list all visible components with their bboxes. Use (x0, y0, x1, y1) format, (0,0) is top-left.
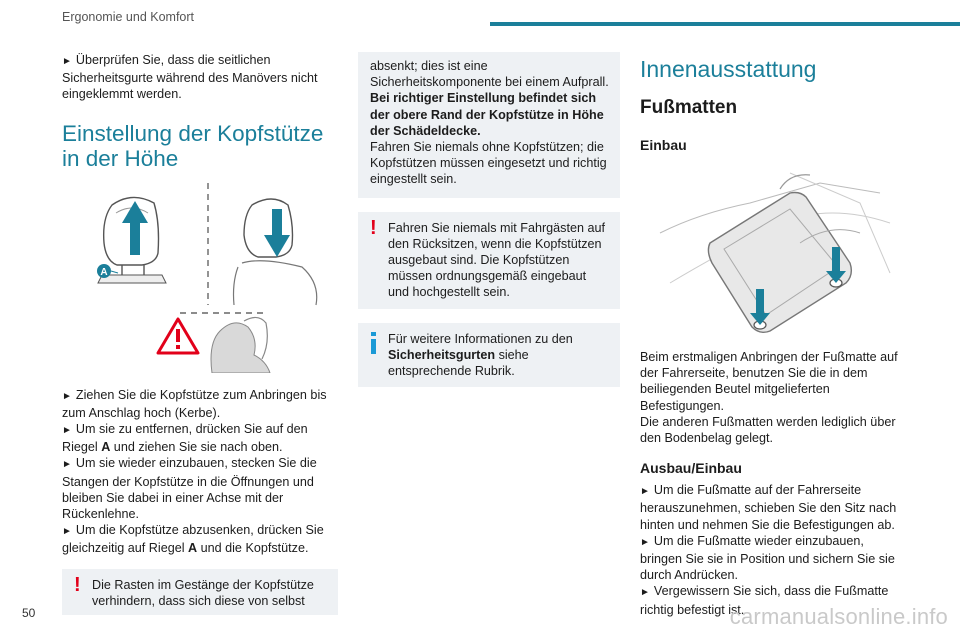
install-paragraph-2: Die anderen Fußmatten werden lediglich über den Bodenbelag gelegt. (640, 414, 896, 446)
floor-mat-figure (640, 163, 902, 341)
info-icon (368, 332, 378, 354)
exclamation-icon: ! (74, 573, 81, 596)
column-middle (358, 52, 620, 387)
mat-step: ► Vergewissern Sie sich, dass die Fußmatte richtig befestigt ist. (640, 584, 889, 617)
headrest-step: ► Um sie zu entfernen, drücken Sie auf den Riegel A und ziehen Sie sie nach oben. (62, 422, 308, 455)
bullet-triangle-icon: ► (62, 56, 72, 67)
continued-box: absenkt; dies ist eine Sicherheitskomponente bei einem Aufprall. Bei richtiger Einstellung befindet sich der obere Rand der Kopfstütze in Höhe der Schädeldecke. Fahren Sie niemals ohne Kopfstützen; die Kopfstützen müssen eingesetzt und richtig eingestellt sein. (358, 52, 620, 198)
bullet-triangle-icon: ► (62, 425, 72, 437)
bullet-triangle-icon: ► (640, 486, 650, 498)
subheading-floor-mats: Fußmatten (640, 97, 738, 118)
header-title: Ergonomie und Komfort (62, 10, 195, 24)
exclamation-icon: ! (370, 216, 377, 239)
subheading-remove-install: Ausbau/Einbau (640, 460, 742, 477)
bullet-triangle-icon: ► (640, 536, 650, 548)
subheading-install: Einbau (640, 137, 687, 153)
page-number: 50 (22, 606, 36, 620)
info-box-seatbelts: Für weitere Informationen zu den Sicherheitsgurten siehe entsprechende Rubrik. (358, 323, 620, 388)
bullet-triangle-icon: ► (62, 526, 72, 538)
page-header (0, 0, 960, 40)
column-left (62, 52, 338, 615)
intro-step: ► Überprüfen Sie, dass die seitlichen Sicherheitsgurte während des Manövers nicht eingeklemmt werden. (62, 53, 318, 102)
headrest-step: ► Um sie wieder einzubauen, stecken Sie die Stangen der Kopfstütze in die Öffnungen und bleiben Sie dabei in einer Achse mit der Rückenlehne. (62, 456, 317, 522)
bullet-triangle-icon: ► (62, 390, 72, 402)
section-heading-interior: Innenausstattung (640, 56, 817, 82)
mat-step: ► Um die Fußmatte auf der Fahrerseite herauszunehmen, schieben Sie den Sitz nach hinten und nehmen Sie die Befestigungen ab. (640, 483, 897, 532)
warning-box-rasten: ! Die Rasten im Gestänge der Kopfstütze verhindern, dass sich diese von selbst (62, 569, 338, 615)
install-paragraph: Beim erstmaligen Anbringen der Fußmatte auf der Fahrerseite, benutzen Sie die in dem beiliegenden Beutel mitgelieferten Befestigungen. (640, 350, 898, 413)
bullet-triangle-icon: ► (640, 587, 650, 599)
headrest-steps (62, 387, 338, 557)
mat-step: ► Um die Fußmatte wieder einzubauen, bringen Sie sie in Position und sichern Sie sie durch Andrücken. (640, 533, 895, 583)
headrest-step: ► Um die Kopfstütze abzusenken, drücken Sie gleichzeitig auf Riegel A und die Kopfstütze. (62, 523, 324, 556)
watermark: carmanualsonline.info (729, 604, 948, 629)
figure-label-a: A (100, 266, 108, 278)
bullet-triangle-icon: ► (62, 459, 72, 471)
header-accent-bar (490, 22, 960, 26)
headrest-figure (62, 183, 338, 373)
headrest-step: ► Ziehen Sie die Kopfstütze zum Anbringen bis zum Anschlag hoch (Kerbe). (62, 387, 327, 420)
column-right (640, 52, 902, 618)
section-heading-headrest: Einstellung der Kopfstütze in der Höhe (62, 120, 324, 171)
warning-box-passengers: ! Fahren Sie niemals mit Fahrgästen auf den Rücksitzen, wenn die Kopfstützen ausgebaut sind. Die Kopfstützen müssen ordnungsgemäß eingebaut und hochgestellt sein. (358, 212, 620, 309)
